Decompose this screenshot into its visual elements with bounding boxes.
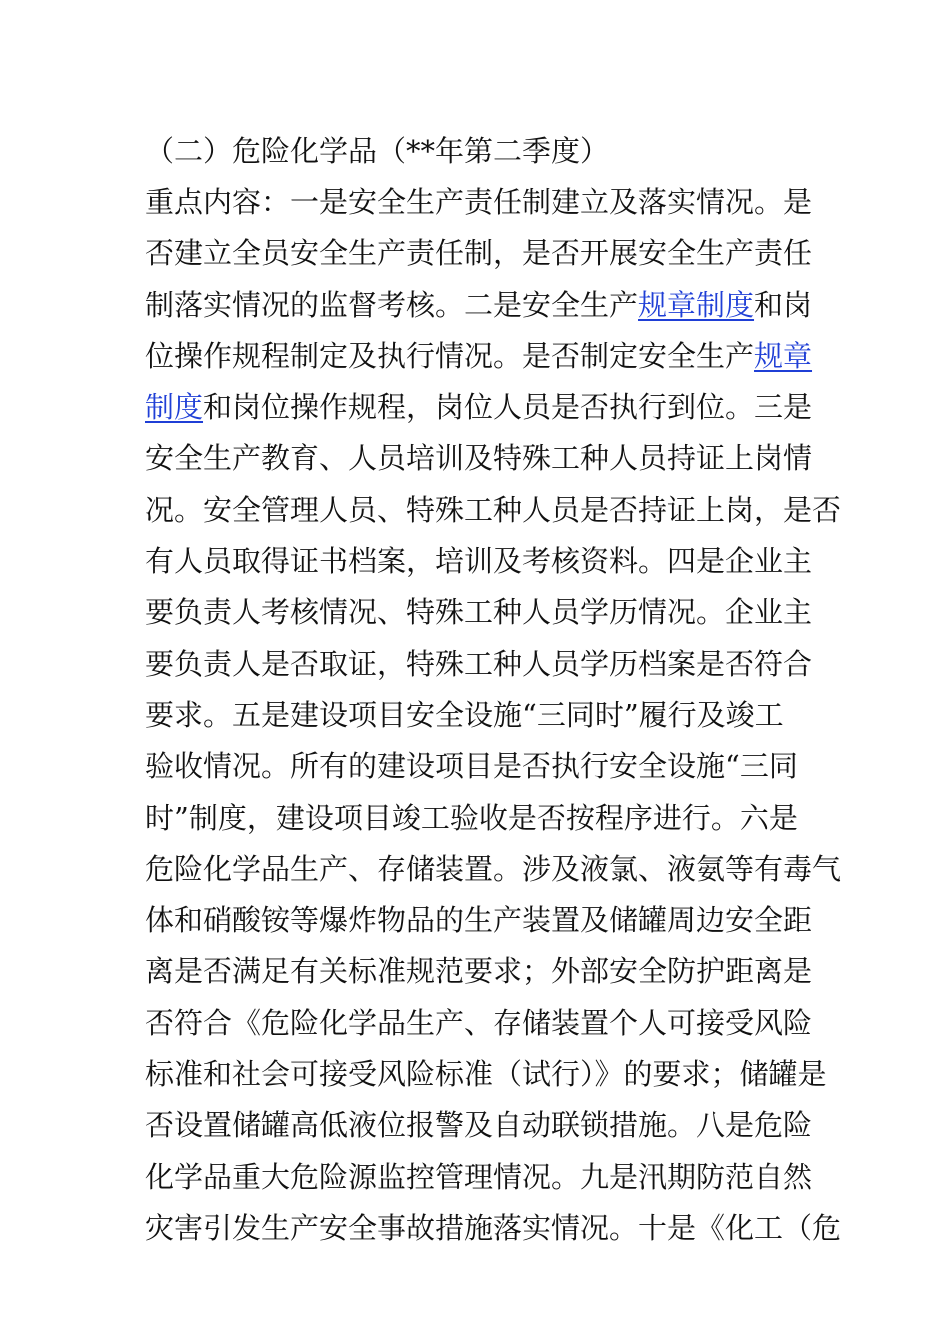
text-line [145, 639, 815, 690]
text-line [145, 485, 842, 536]
inline-link[interactable]: 规章 [754, 338, 813, 373]
text-line [145, 741, 815, 792]
text-line [145, 1152, 815, 1203]
text-line [145, 228, 815, 279]
text-span: 标准和社会可接受风险标准（试行）》的要求；储罐是 [145, 1057, 827, 1092]
text-span: 否设置储罐高低液位报警及自动联锁措施。八是危险 [145, 1108, 813, 1143]
text-line [145, 587, 815, 638]
text-span: 离是否满足有关标准规范要求；外部安全防护距离是 [145, 954, 813, 989]
text-span: 验收情况。所有的建设项目是否执行安全设施“三同 [145, 749, 798, 784]
text-line [145, 1100, 815, 1151]
text-line [145, 331, 815, 382]
text-span: 况。安全管理人员、特殊工种人员是否持证上岗，是否 [145, 492, 842, 527]
text-line [145, 690, 815, 741]
inline-link[interactable]: 规章制度 [638, 287, 755, 322]
text-line [145, 1049, 827, 1100]
text-span: 时”制度，建设项目竣工验收是否按程序进行。六是 [145, 800, 798, 835]
inline-link[interactable]: 制度 [145, 390, 204, 425]
text-line [145, 946, 815, 997]
text-span: 灾害引发生产安全事故措施落实情况。十是《化工（危 [145, 1210, 842, 1245]
text-span: 要负责人是否取证，特殊工种人员学历档案是否符合 [145, 646, 813, 681]
text-line [145, 177, 815, 228]
text-span: 否符合《危险化学品生产、存储装置个人可接受风险 [145, 1005, 813, 1040]
body-paragraph [145, 177, 842, 1254]
text-line [145, 793, 815, 844]
text-span: 重点内容：一是安全生产责任制建立及落实情况。是 [145, 185, 813, 219]
text-span: 安全生产教育、人员培训及特殊工种人员持证上岗情 [145, 441, 813, 476]
text-line [145, 536, 815, 587]
text-span: 要负责人考核情况、特殊工种人员学历情况。企业主 [145, 595, 813, 630]
text-span: 有人员取得证书档案，培训及考核资料。四是企业主 [145, 544, 813, 579]
text-span: 要求。五是建设项目安全设施“三同时”履行及竣工 [145, 697, 784, 732]
text-line [145, 433, 815, 484]
text-span: 否建立全员安全生产责任制，是否开展安全生产责任 [145, 236, 813, 271]
text-span: 和岗位操作规程，岗位人员是否执行到位。三是 [203, 390, 813, 425]
text-span: 化学品重大危险源监控管理情况。九是汛期防范自然 [145, 1159, 813, 1194]
text-line [145, 844, 842, 895]
text-span: 制落实情况的监督考核。二是安全生产 [145, 287, 639, 322]
text-line [145, 280, 815, 331]
text-line [145, 1203, 842, 1254]
text-span: 和岗 [754, 287, 813, 322]
text-span: 危险化学品生产、存储装置。涉及液氯、液氨等有毒气 [145, 851, 842, 886]
text-line [145, 382, 815, 433]
section-heading: （二）危险化学品（**年第二季度） [145, 134, 610, 168]
text-line [145, 998, 815, 1049]
text-span: 位操作规程制定及执行情况。是否制定安全生产 [145, 338, 755, 373]
text-span: 体和硝酸铵等爆炸物品的生产装置及储罐周边安全距 [145, 903, 813, 938]
text-line [145, 895, 815, 946]
